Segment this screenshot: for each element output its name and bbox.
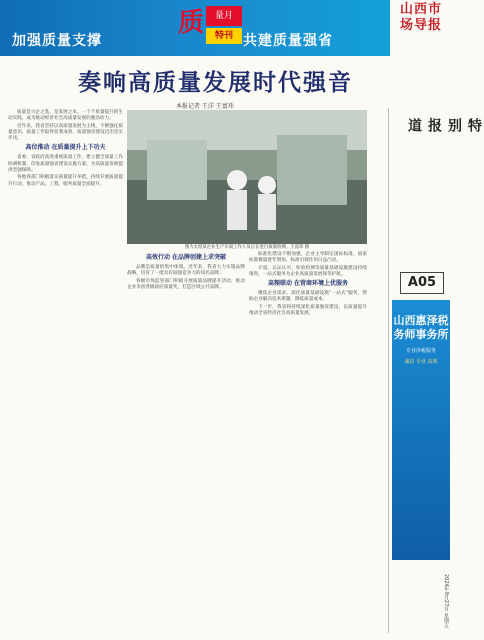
right-slogan: 共建质量强省 — [243, 33, 333, 49]
paragraph: 近年来，我省坚持以高质量发展为主线，不断强化质量意识，质量工作取得显著成效，质量强省建设迈出坚实步伐。 — [8, 123, 123, 142]
paragraph: 省委、省政府高度重视质量工作，建立健全质量工作协调机制，印发质量强省建设实施方案，为高质量发展提供坚强保障。 — [8, 155, 123, 174]
paragraph: 计量、认证认可、检验检测等质量基础设施建设持续推进，一站式服务为企业高质量发展保驾护航。 — [249, 265, 367, 277]
paragraph: 下一步，我省将持续深化质量强省建设，以质量提升推动全省经济社会高质量发展。 — [249, 304, 367, 317]
tax-firm-ad — [392, 300, 450, 560]
ad-line-1: 专业涉税服务 — [405, 348, 436, 354]
left-slogan: 加强质量支撑 — [12, 33, 102, 49]
badge-big-char: 质 — [178, 8, 205, 38]
top-banner — [0, 0, 390, 56]
article-column-1 — [8, 110, 123, 630]
section-subhead: 高位推动 在质量提升上下功夫 — [25, 144, 106, 152]
paragraph: 聚焦企业需求，深化质量基础设施“一站式”服务，帮助企业解决技术难题，降低质量成本。 — [249, 291, 367, 303]
section-subhead: 高频联动 在营商环境上优服务 — [267, 280, 349, 288]
paragraph: 各级市场监管部门积极开展质量品牌提升活动，推动企业争创各级政府质量奖，打造区域公共品牌。 — [127, 278, 245, 290]
badge-sub-text: 特刊 — [206, 28, 242, 44]
article-byline: 本报记者 王洋 王富玮 — [176, 103, 234, 110]
ad-line-2: 诚信 专业 高效 — [404, 359, 438, 365]
article-column-3 — [249, 252, 367, 630]
newspaper-masthead — [394, 2, 448, 58]
paragraph: 标准化建设不断加强，企业主导制定国际标准、国家标准数量逐年增加，标准引领作用日益凸显。 — [249, 252, 367, 264]
date-footer: 2024年9月27日 星期五 — [443, 574, 449, 628]
section-label: 特别报道 — [406, 118, 482, 134]
newspaper-name: 山西市场导报 — [399, 2, 442, 33]
section-subhead: 高效行动 在品牌创建上求突破 — [145, 254, 227, 261]
paragraph: 各地各部门积极落实质量提升举措，持续开展质量提升行动，推动产品、工程、服务质量全面提升。 — [8, 175, 123, 187]
article-column-2 — [127, 252, 245, 630]
badge-small-text: 量月 — [206, 6, 242, 26]
quality-month-badge — [178, 2, 244, 54]
paragraph: 质量是兴企之基，是发展之本。一个个质量提升的生动实践，成为推动经济社会高质量发展的强劲动力。 — [8, 110, 123, 122]
page-code: A05 — [400, 272, 444, 294]
photo-caption: 图为太原某企业生产车间工作人员正在进行质量检测。王富玮 摄 — [184, 245, 310, 250]
column-divider — [388, 108, 389, 633]
paragraph: 品牌是质量的集中体现。近年来，我省大力实施品牌战略，培育了一批具有较强竞争力的知名品牌。 — [127, 265, 245, 277]
factory-photo — [127, 110, 367, 244]
article-headline: 奏响高质量发展时代强音 — [78, 69, 353, 96]
ad-title: 山西惠泽税务师事务所 — [393, 314, 449, 341]
